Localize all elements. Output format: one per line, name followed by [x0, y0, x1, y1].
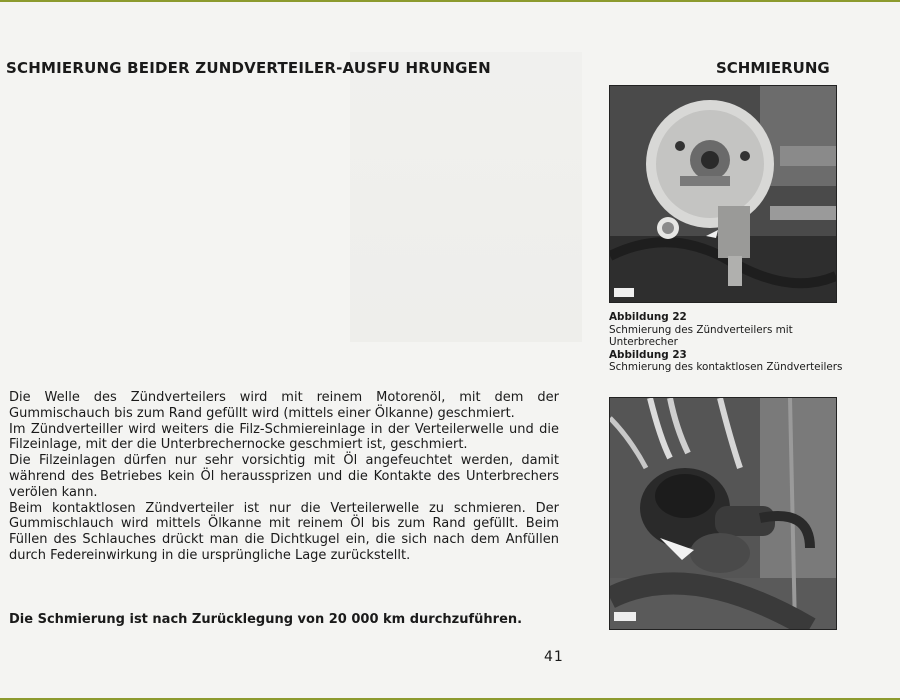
chapter-title: SCHMIERUNG [716, 59, 830, 77]
figure-captions [609, 311, 849, 374]
figure-22-caption-text: Schmierung des Zündverteilers mit Unterbrecher [609, 323, 793, 349]
paragraph-2: Im Zündverteiller wird weiters die Filz-Schmiereinlage in der Verteilerwelle und die Filzeinlage, mit der die Unterbrechernocke geschmiert ist, geschmiert. [9, 421, 559, 453]
distributor-breaker-photo-illustration [610, 86, 836, 302]
figure-22-caption-head: Abbildung 22 [609, 311, 687, 323]
photo-distributor-with-breaker [609, 85, 837, 303]
section-title: SCHMIERUNG BEIDER ZUNDVERTEILER-AUSFU HRUNGEN [6, 59, 491, 77]
photo-contactless-distributor [609, 397, 837, 630]
paragraph-1: Die Welle des Zündverteilers wird mit reinem Motorenöl, mit dem der Gummischauch bis zum Rand gefüllt wird (mittels einer Ölkanne) geschmiert. [9, 390, 559, 421]
figure-23-caption-text: Schmierung des kontaktlosen Zündverteilers [609, 361, 843, 374]
conclusion-note: Die Schmierung ist nach Zurücklegung von 20 000 km durchzuführen. [9, 612, 523, 627]
paragraph-3: Die Filzeinlagen dürfen nur sehr vorsichtig mit Öl angefeuchtet werden, damit während des Betriebes kein Öl heraussprizen und die Kontakte des Unterbrechers verölen kann. [9, 453, 559, 500]
page-border-top [0, 0, 900, 2]
page-number: 41 [544, 649, 564, 665]
paragraph-4: Beim kontaktlosen Zündverteiler ist nur die Verteilerwelle zu schmieren. Der Gummischlauch wird mittels Ölkanne mit reinem Öl bis zum Rand gefüllt. Beim Füllen des Schlauches drückt man die Dichtkugel ein, die sich nach dem Anfüllen durch Federeinwirkung in die ursprüngliche Lage zurückstellt. [9, 500, 559, 563]
figure-23-caption-head: Abbildung 23 [609, 348, 687, 361]
bleed-through-area [350, 52, 582, 342]
body-text [9, 390, 559, 564]
contactless-distributor-photo-illustration [610, 398, 836, 629]
